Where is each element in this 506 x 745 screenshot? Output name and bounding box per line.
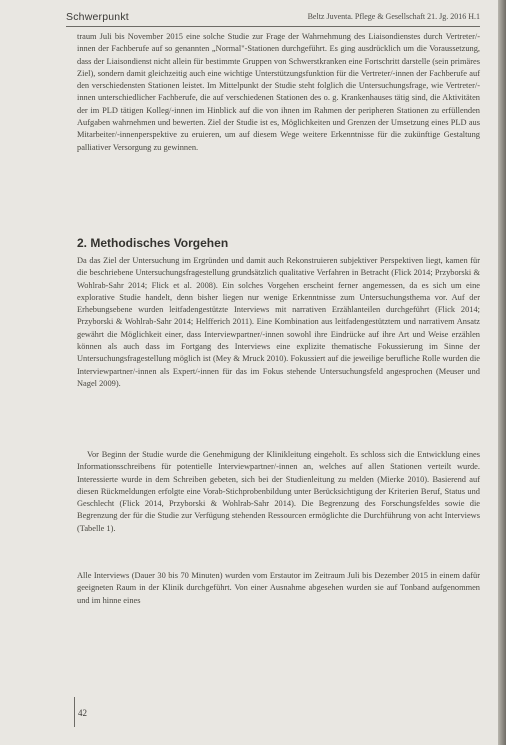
section-heading: 2. Methodisches Vorgehen: [77, 236, 229, 250]
journal-info: Beltz Juventa. Pflege & Gesellschaft 21. Jg. 2016 H.1: [307, 12, 480, 21]
paragraph-text: Da das Ziel der Untersuchung im Ergründen und damit auch Rekonstruieren subjektiver Perspektiven liegt, kamen für die beschriebene Untersuchungsfragestellung grundsätzlich qualitative Verfahren in Betracht (Flick 2014; Przyborski & Wohlrab-Sahr 2014; Flick et al. 2008). Ein solches Vorgehen erscheint ferner angemessen, da es sich um eine explorative Studie handelt, denn bisher liegen nur wenige Erkenntnisse zum Untersuchungsthema vor. Auf der Erhebungsebene wurden leitfadengestützte Interviews mit narrativen Erzählanteilen durchgeführt (Flick 2014; Przyborski & Wohlrab-Sahr 2014; Helfferich 2011). Eine Kombination aus leitfadengestütztem und narrativem Ansatz gewährt die Möglichkeit einer, dass Interviewpartner/-innen sowohl ihre Eindrücke auf ihre Art und Weise erzählen können als auch dass im Fortgang des Interviews eine explizite thematische Fokussierung im Sinne der Untersuchungsfragestellung möglich ist (Mey & Mruck 2010). Fokussiert auf die jeweilige berufliche Rolle wurden die Interviewpartner/-innen als Expert/-innen für das im Fokus stehende Untersuchungsfeld angesprochen (Meuser und Nagel 2009).: [77, 256, 480, 388]
section-label: Schwerpunkt: [66, 11, 129, 23]
paragraph-text: Alle Interviews (Dauer 30 bis 70 Minuten) wurden vom Erstautor im Zeitraum Juli bis Dezember 2015 in einem dafür geeigneten Raum in der Klinik durchgeführt. Von einer Ausnahme abgesehen wurden sie auf Tonband aufgenommen und im hinne eines: [77, 571, 480, 605]
page-edge-shadow: [498, 0, 506, 745]
page-number: 42: [78, 708, 87, 718]
paragraph-intro: [77, 31, 480, 154]
margin-rule: [74, 697, 75, 727]
running-header: [66, 11, 480, 25]
paragraph-procedure: [77, 449, 480, 535]
paragraph-method: [77, 255, 480, 390]
paragraph-text: Vor Beginn der Studie wurde die Genehmigung der Klinikleitung eingeholt. Es schloss sich die Entwicklung eines Informationsschreibens für potentielle Interviewpartner/-innen an, welches auf allen Stationen verteilt wurde. Interessierte wurde in dem Schreiben gebeten, sich bei der Studienleitung zu melden (Mierke 2010). Basierend auf diesen Rückmeldungen erfolgte eine Vorab-Stichprobenbildung unter Berücksichtigung der Kriterien Beruf, Status und Geschlecht (Flick 2014, Przyborski & Wohlrab-Sahr 2014). Die Begrenzung des Forschungsfeldes sowie die Begrenzung der für die Studie zur Verfügung stehenden Ressourcen ermöglichte die Durchführung von acht Interviews (Tabelle 1).: [77, 450, 480, 533]
header-rule: [66, 26, 480, 27]
paragraph-interviews: [77, 570, 480, 607]
paragraph-text: traum Juli bis November 2015 eine solche Studie zur Frage der Wahrnehmung des Liaisondienstes durch Vertreter/-innen der Fachberufe auf so genannten „Normal"-Stationen durchgeführt. Es ging ausdrücklich um die Voraussetzung, dass der Liaisondienst nicht allein für bestimmte Gruppen von Schwerstkranken eine Fortschritt darstelle (sein primäres Ziel), sondern damit gleichzeitig auch eine wichtige Unterstützungsfunktion für die Vertreter/-innen der Fachberufe auf den verschiedensten Stationen leistet. Im Mittelpunkt der Studie steht folglich die Untersuchungsfrage, wie Vertreter/-innen unterschiedlicher Fachberufe, die auf verschiedenen Stationen des o. g. Krankenhauses tätig sind, die Aktivitäten der im PLD tätigen Kolleg/-innen im Hinblick auf die von ihnen im Rahmen der peripheren Stationen zu erfüllenden Aufgaben wahrnehmen und bewerten. Ziel der Studie ist es, Möglichkeiten und Grenzen der Umsetzung eines PLD aus Mitarbeiter/-innenperspektive zu eruieren, um auf diesem Wege weitere Erkenntnisse für die zukünftige Gestaltung palliativer Versorgung zu gewinnen.: [77, 32, 480, 152]
